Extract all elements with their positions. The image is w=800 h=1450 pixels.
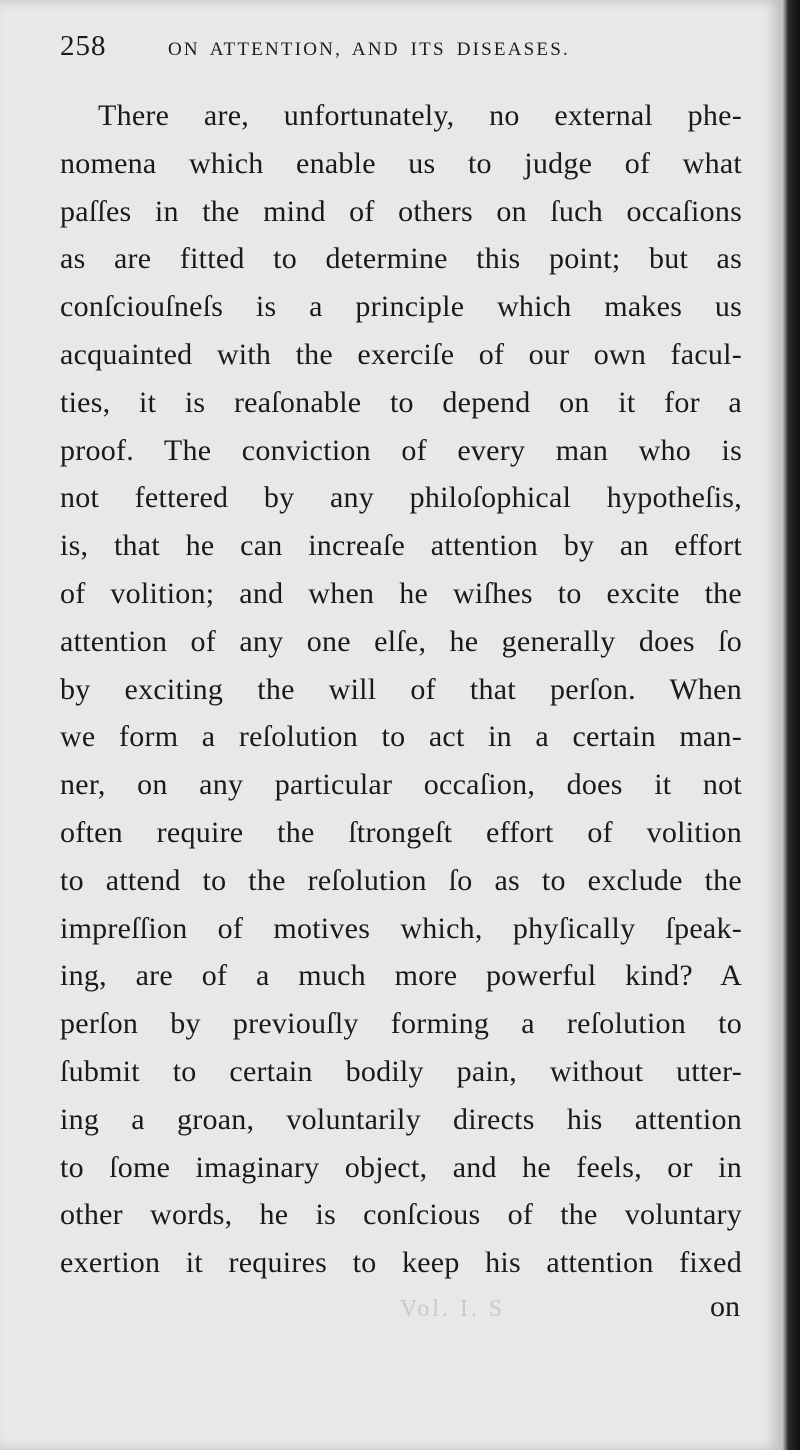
page-edge-shadow (782, 0, 800, 1450)
text-line: to ſome imaginary object, and he feels, or in (60, 1150, 742, 1184)
text-line: ing a groan, voluntarily directs his attention (60, 1102, 742, 1136)
text-line: proof. The conviction of every man who is (60, 433, 742, 467)
text-line: There are, unfortunately, no external phe- (98, 99, 742, 132)
text-line: nomena which enable us to judge of what (60, 146, 742, 180)
text-line: perſon by previouſly forming a reſolution to (60, 1007, 742, 1041)
page-header (60, 30, 740, 70)
text-line: as are fitted to determine this point; but as (60, 242, 742, 276)
text-line: not fettered by any philoſophical hypotheſis, (60, 481, 742, 515)
text-line: acquainted with the exerciſe of our own facul- (60, 337, 742, 371)
text-line: conſciouſneſs is a principle which makes us (60, 290, 742, 324)
text-line: ing, are of a much more powerful kind? A (60, 959, 742, 993)
text-line: by exciting the will of that perſon. When (60, 672, 742, 706)
text-line: to attend to the reſolution ſo as to exclude the (60, 863, 742, 897)
text-line: ner, on any particular occaſion, does it not (60, 768, 742, 802)
text-line: ties, it is reaſonable to depend on it for a (60, 385, 742, 419)
text-line: ſubmit to certain bodily pain, without utter- (60, 1054, 742, 1088)
signature-mark: Vol. I. S (400, 1296, 506, 1322)
text-line: exertion it requires to keep his attention fixed (60, 1246, 742, 1280)
text-line: is, that he can increaſe attention by an effort (60, 529, 742, 563)
page-number: 258 (60, 30, 107, 62)
text-line: we form a reſolution to act in a certain man- (60, 720, 742, 754)
body-text (60, 92, 742, 1287)
catchword: on (710, 1290, 740, 1323)
text-line: of volition; and when he wiſhes to excite the (60, 576, 742, 610)
page-footer (60, 1290, 740, 1334)
text-line: other words, he is conſcious of the voluntary (60, 1198, 742, 1232)
text-line: attention of any one elſe, he generally does ſo (60, 624, 742, 658)
text-line: often require the ſtrongeſt effort of volition (60, 815, 742, 849)
running-head: ON ATTENTION, AND ITS DISEASES. (168, 39, 570, 60)
text-line: paſſes in the mind of others on ſuch occaſions (60, 194, 742, 228)
text-line: impreſſion of motives which, phyſically ſpeak- (60, 911, 742, 945)
